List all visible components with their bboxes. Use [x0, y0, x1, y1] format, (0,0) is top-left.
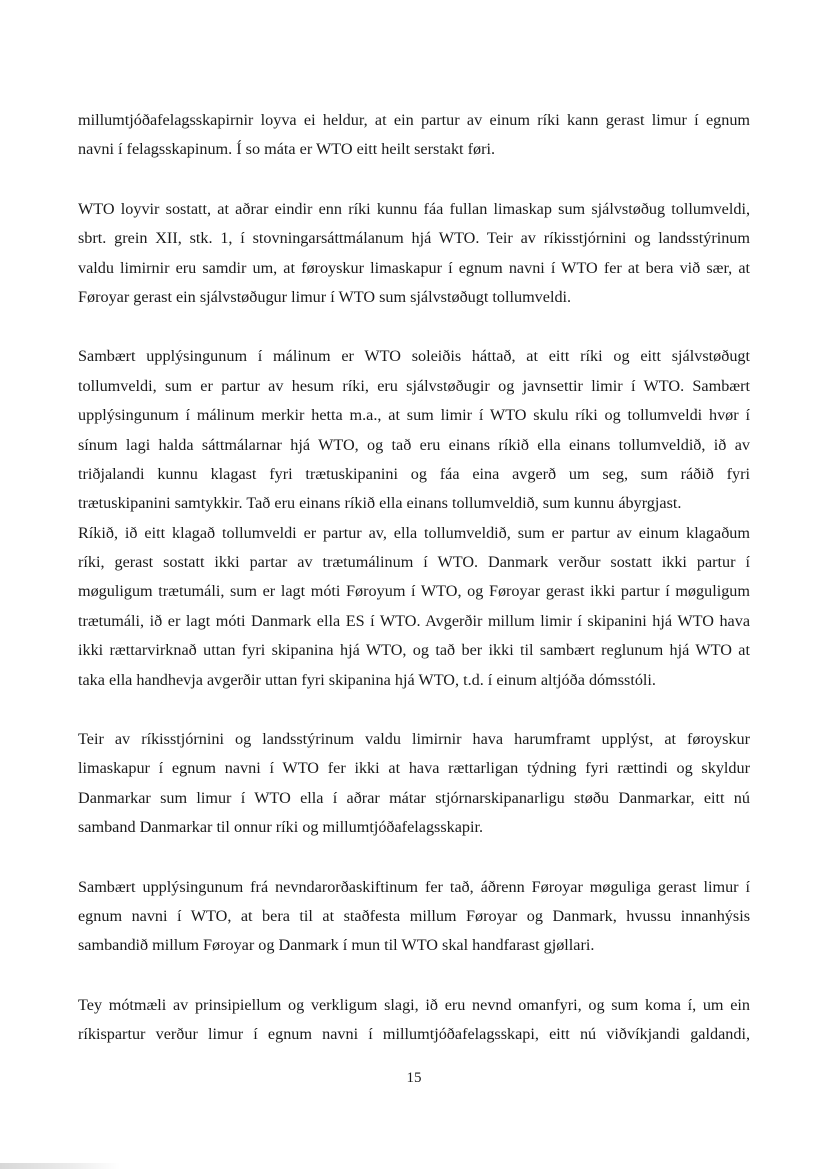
text-line: møguligum trætumáli, sum er lagt móti Føroyum í WTO, og Føroyar gerast ikki partur í møguligum — [78, 582, 750, 601]
text-line: valdu limirnir eru samdir um, at føroyskur limaskapur í egnum navni í WTO fer at bera við sær, at — [78, 258, 750, 277]
paragraph-6 — [78, 991, 750, 1050]
text-line: upplýsingunum í málinum merkir hetta m.a., at sum limir í WTO skulu ríki og tollumveldi hvør í — [78, 406, 750, 425]
text-line: millumtjóðafelagsskapirnir loyva ei heldur, at ein partur av einum ríki kann gerast limur í egnum — [78, 111, 750, 129]
text-line: sínum lagi halda sáttmálarnar hjá WTO, og tað eru einans ríkið ella einans tollumveldið, ið av — [78, 435, 750, 454]
text-line: Danmarkar sum limur í WTO ella í aðrar mátar stjórnarskipanarligu støðu Danmarkar, eitt nú — [78, 788, 750, 807]
text-line: Sambært upplýsingunum frá nevndarorðaskiftinum fer tað, áðrenn Føroyar møguliga gerast limur í — [78, 877, 750, 896]
text-line: ríki, gerast sostatt ikki partar av trætumálinum í WTO. Danmark verður sostatt ikki partur í — [78, 553, 750, 572]
paragraph-5 — [78, 873, 750, 961]
text-line: triðjalandi kunnu klagast fyri trætuskipanini og fáa eina avgerð um seg, sum ráðið fyri — [78, 464, 750, 483]
text-line: WTO loyvir sostatt, at aðrar eindir enn ríki kunnu fáa fullan limaskap sum sjálvstøðug tollumveldi, — [78, 199, 750, 218]
text-line: Ríkið, ið eitt klagað tollumveldi er partur av, ella tollumveldið, sum er partur av einum klagaðum — [78, 523, 750, 542]
text-line: trætuskipanini samtykkir. Tað eru einans ríkið ella einans tollumveldið, sum kunnu ábyrgjast. — [78, 494, 682, 513]
page-number: 15 — [406, 1070, 422, 1086]
text-line: taka ella handhevja avgerðir uttan fyri skipanina hjá WTO, t.d. í einum altjóða dómsstóli. — [78, 670, 656, 689]
paragraph-4 — [78, 725, 750, 843]
text-line: ríkispartur verður limur í egnum navni í millumtjóðafelagsskapi, eitt nú viðvíkjandi galdandi, — [78, 1025, 750, 1044]
text-line: egnum navni í WTO, at bera til at staðfesta millum Føroyar og Danmark, hvussu innanhýsis — [78, 906, 750, 925]
text-line: navni í felagsskapinum. Í so máta er WTO eitt heilt serstakt føri. — [78, 140, 496, 159]
text-line: Teir av ríkisstjórnini og landsstýrinum valdu limirnir hava harumframt upplýst, at føroyskur — [78, 730, 750, 749]
text-line: samband Danmarkar til onnur ríki og millumtjóðafelagsskapir. — [78, 818, 484, 837]
text-line: limaskapur í egnum navni í WTO fer ikki at hava rættarligan týdning fyri rættindi og skyldur — [78, 759, 750, 778]
paragraph-2 — [78, 195, 750, 313]
paragraph-3 — [78, 342, 750, 695]
text-line: tollumveldi, sum er partur av hesum ríki, eru sjálvstøðugir og javnsettir limir í WTO. Sambært — [78, 376, 750, 395]
document-body — [78, 106, 750, 1080]
paragraph-1 — [78, 106, 750, 165]
text-line: Tey mótmæli av prinsipiellum og verkligum slagi, ið eru nevnd omanfyri, og sum koma í, um ein — [78, 995, 750, 1014]
text-line: ikki rættarvirknað uttan fyri skipanina hjá WTO, og tað ber ikki til sambært reglunum hjá WTO at — [78, 641, 750, 660]
text-line: sambandið millum Føroyar og Danmark í mun til WTO skal handfarast gjøllari. — [78, 936, 595, 955]
text-line: Føroyar gerast ein sjálvstøðugur limur í WTO sum sjálvstøðugt tollumveldi. — [78, 287, 572, 306]
text-line: sbrt. grein XII, stk. 1, í stovningarsáttmálanum hjá WTO. Teir av ríkisstjórnini og landsstýrinum — [78, 229, 750, 248]
scan-edge-mark — [0, 1163, 120, 1169]
text-line: trætumáli, ið er lagt móti Danmark ella ES í WTO. Avgerðir millum limir í skipanini hjá WTO hava — [78, 611, 750, 630]
text-line: Sambært upplýsingunum í málinum er WTO soleiðis háttað, at eitt ríki og eitt sjálvstøðugt — [78, 347, 750, 366]
